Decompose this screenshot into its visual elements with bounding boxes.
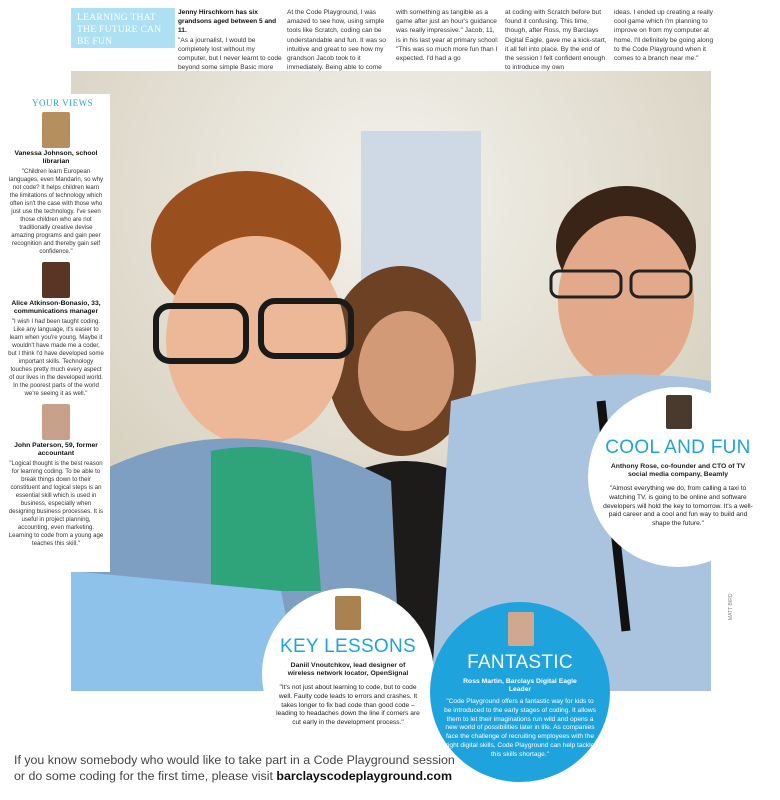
sidebar-person-quote: "Children learn European languages, even Mandarin, so why not code? It helps children learn the limitations of technology which often isn't the case with those who just use the technology. I've seen those children who are not traditionally creative devise amazing programs and gain peer recognition and thereby gain self confidence." bbox=[8, 168, 104, 255]
sidebar-title: YOUR VIEWS bbox=[32, 98, 94, 108]
cool-and-fun-name: Anthony Rose, co-founder and CTO of TV social media company, Beamly bbox=[610, 463, 746, 478]
footer-url-link[interactable]: barclayscodeplayground.com bbox=[276, 769, 452, 783]
intro-text-1: "As a journalist, I would be completely lost without my computer, but I never learnt to code beyond some simple Basic more bbox=[178, 36, 282, 72]
intro-text-4: at coding with Scratch before but found it confusing. This time, though, after Ross, my Barclays Digital Eagle, gave me a kick-start, it all fell into place. By the end of the session I felt confident enough to introduce my own bbox=[505, 9, 607, 72]
intro-column-4 bbox=[505, 8, 610, 72]
intro-columns bbox=[178, 8, 738, 72]
sidebar-person-name: Alice Atkinson-Bonasio, 33, communications manager bbox=[11, 300, 101, 315]
main-photo bbox=[71, 71, 711, 691]
sidebar-person-name: John Paterson, 59, former accountant bbox=[14, 442, 98, 457]
intro-text-3: with something as tangible as a game after just an hour's guidance was really impressive." Jacob, 11, is in his last year at primary school: "This was so much more fun than I expected. I'd had a go bbox=[396, 9, 499, 63]
cool-and-fun-heading: COOL AND FUN bbox=[605, 437, 751, 458]
main-photo-illustration bbox=[71, 71, 711, 691]
sidebar-person-quote: "I wish I had been taught coding. Like any language, it's easier to learn when you're young. Maybe it wouldn't have made me a coder, but I think I'd have developed some important skills. Technology touches pretty much every aspect of our lives in the developed world. In the poorest parts of the world we're seeing it as well." bbox=[8, 318, 104, 397]
key-lessons-heading: KEY LESSONS bbox=[279, 636, 416, 657]
cool-and-fun-bubble bbox=[588, 387, 768, 567]
section-tag bbox=[71, 8, 175, 48]
intro-lead: Jenny Hirschkorn has six grandsons aged between 5 and 11. bbox=[178, 9, 277, 35]
cool-and-fun-quote: "Almost everything we do, from calling a taxi to watching TV, is going to be online and software developers will hold the key to tomorrow. It's a well-paid career and a cool and fun way to build and shape the future." bbox=[603, 485, 753, 528]
fantastic-heading: FANTASTIC bbox=[467, 652, 573, 673]
avatar bbox=[666, 395, 692, 429]
intro-text-5: ideas. I ended up creating a really cool game which I'm planning to improve on from my computer at home. I'll definitely be going along to the Code Playground when it comes to a branch near me." bbox=[614, 9, 714, 63]
photo-credit: MATT BIRD bbox=[728, 593, 734, 620]
avatar bbox=[42, 112, 70, 148]
footer-call-to-action bbox=[14, 752, 494, 784]
key-lessons-name: Daniil Vnoutchkov, lead designer of wireless network locator, OpenSignal bbox=[287, 662, 409, 677]
intro-text-2: At the Code Playground, I was amazed to see how, using simple tools like Scratch, coding can be understandable and fun. It was so intuitive and great to see how my grandson Jacob took to it immediately. Being able to come bbox=[287, 9, 386, 72]
fantastic-quote: "Code Playground offers a fantastic way for kids to be introduced to the early stages of coding. It allows them to let their imaginations run wild and opens a new world of possibilities later in life. As companies face the challenge of recruiting employees with the right digital skills, Code Playground can help tackle this skills shortage." bbox=[444, 698, 596, 758]
avatar bbox=[508, 612, 534, 646]
sidebar-person-quote: "Logical thought is the best reason for learning coding. To be able to break things down to their constituent and logical steps is an essential skill which is used in business, especially when designing business processes. It is useful in project planning, accounting, even marketing. Learning to code from a young age teaches this skill." bbox=[8, 460, 104, 547]
your-views-sidebar bbox=[2, 94, 110, 572]
avatar bbox=[42, 262, 70, 298]
fantastic-name: Ross Martin, Barclays Digital Eagle Leader bbox=[463, 678, 577, 693]
key-lessons-quote: "It's not just about learning to code, but to code well. Faulty code leads to errors and crashes. It takes longer to fix bad code than good code – leading to headaches down the line if corners are cut early in the development process." bbox=[276, 684, 420, 727]
intro-column-3 bbox=[396, 8, 501, 63]
section-tag-text: LEARNING THAT THE FUTURE CAN BE FUN bbox=[77, 13, 162, 47]
key-lessons-bubble bbox=[262, 588, 434, 760]
avatar bbox=[42, 404, 70, 440]
footer-line-2: or do some coding for the first time, please visit bbox=[14, 769, 273, 783]
sidebar-person-name: Vanessa Johnson, school librarian bbox=[14, 150, 98, 165]
intro-column-5 bbox=[614, 8, 719, 63]
footer-line-1: If you know somebody who would like to take part in a Code Playground session bbox=[14, 753, 455, 767]
avatar bbox=[335, 596, 361, 630]
